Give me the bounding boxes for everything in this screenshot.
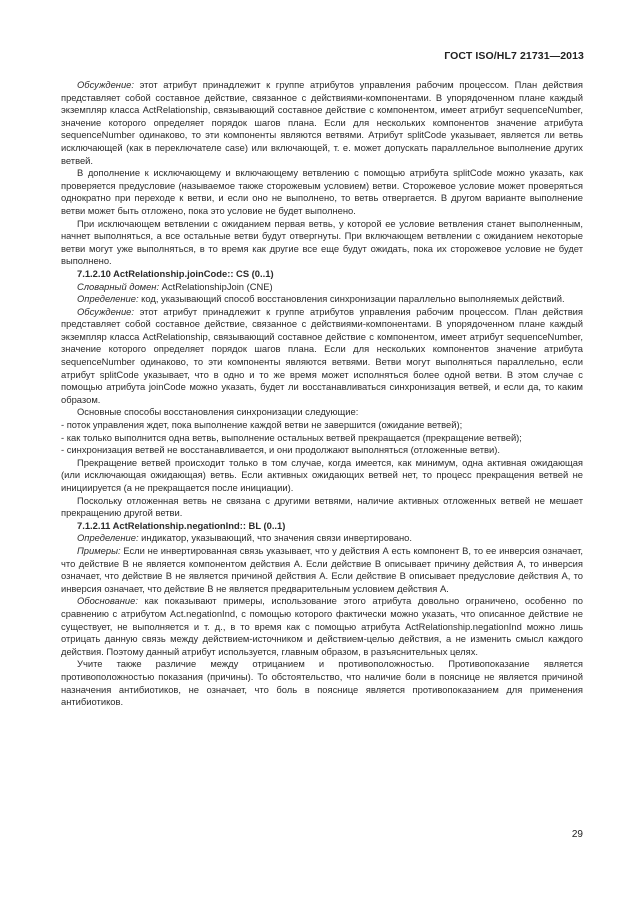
paragraph-text: Учите также различие между отрицанием и противоположностью. Противопоказание является противоположностью показания (причины). То обстоятельство, что наличие боли в пояснице не является причиной назначения антибиотиков, не означает, что боль в пояснице является противопоказанием для применения антибиотиков. (61, 658, 583, 708)
list-item (61, 444, 583, 457)
paragraph (61, 406, 583, 419)
paragraph (61, 218, 583, 268)
paragraph-text: Поскольку отложенная ветвь не связана с другими ветвями, наличие активных отложенных ветвей не мешает прекращению другой ветви. (61, 494, 583, 519)
standard-header: ГОСТ ISO/HL7 21731—2013 (444, 50, 584, 62)
paragraph (61, 79, 583, 167)
list-item (61, 419, 583, 432)
page-number: 29 (571, 829, 583, 840)
paragraph-text: как показывают примеры, использование этого атрибута довольно ограничено, особенно по сравнению с атрибутом Act.negationInd, с помощью которого фактически можно указать, что описанное действие не существует, не выполняется и т. д., в то время как с помощью атрибута ActRelationship.negationInd можно лишь отрицать данную связь между действием-источником и действием-целью действия, а не изменить смысл каждого действия. Поэтому данный атрибут используется, главным образом, в разъяснительных целях. (61, 595, 583, 657)
paragraph (61, 545, 583, 595)
paragraph-text: Прекращение ветвей происходит только в том случае, когда имеется, как минимум, одна активная ожидающая (или исключающая ожидающая) ветвь. Если активных ожидающих ветвей нет, то процесс прекращения ветвей не инициируется (а не прекращается после инициации). (61, 456, 583, 493)
paragraph (61, 658, 583, 708)
paragraph-text: - поток управления ждет, пока выполнение каждой ветви не завершится (ожидание ветвей); (61, 419, 463, 431)
paragraph-text: этот атрибут принадлежит к группе атрибутов управления рабочим процессом. План действия представляет собой составное действие, связанное с действиями-компонентами. В упорядоченном плане каждый экземпляр класса ActRelationship, связывающий составное действие с компонентом, имеет атрибут sequenceNumber, значение которого определяет порядок шагов плана. Если для нескольких компонентов значение атрибута sequenceNumber одинаково, то эти компоненты являются ветвями. Ветви могут выполняться параллельно, если атрибут splitCode указывает, что в одно и то же время может исполняться более одной ветви. В этом случае с помощью атрибута joinCode можно указать, будет ли восстанавливаться синхронизация ветвей, и если да, то каким образом. (61, 305, 583, 405)
paragraph-text: этот атрибут принадлежит к группе атрибутов управления рабочим процессом. План действия представляет собой составное действие, связанное с действиями-компонентами. В упорядоченном плане каждый экземпляр класса ActRelationship, связывающий составное действие с компонентом, имеет атрибут sequenceNumber, значение которого определяет порядок шагов плана. Если для нескольких компонентов значение атрибута sequenceNumber одинаково, то эти компоненты являются ветвями. Атрибут splitCode указывает, является ли ветвь исключающей (как в переключателе case) или включающей, т. е. может допускать параллельное выполнение других ветвей. (61, 79, 583, 166)
paragraph-text: - как только выполнится одна ветвь, выполнение остальных ветвей прекращается (прекращение ветвей); (61, 431, 522, 443)
paragraph (61, 457, 583, 495)
paragraph (61, 532, 583, 545)
paragraph-text: При исключающем ветвлении с ожиданием первая ветвь, у которой ее условие ветвления станет выполненным, начнет выполняться, а все остальные ветви будут отвергнуты. При включающем ветвлении с ожиданием некоторые ветви могут уже выполняться, в то время как другие все еще будут ожидать, пока их сторожевое условие не будет выполнено. (61, 217, 583, 267)
paragraph (61, 495, 583, 520)
term-label: Обсуждение: (77, 305, 134, 317)
term-label: Определение: (77, 293, 139, 305)
term-label: Обоснование: (77, 595, 138, 607)
paragraph-text: индикатор, указывающий, что значения связи инвертировано. (138, 532, 412, 544)
term-label: Примеры: (77, 544, 121, 556)
paragraph (61, 293, 583, 306)
paragraph (61, 281, 583, 294)
term-label: Словарный домен: (77, 280, 160, 292)
term-label: Обсуждение: (77, 79, 134, 90)
list-item (61, 432, 583, 445)
paragraph-text: код, указывающий способ восстановления синхронизации параллельно выполняемых действий. (138, 293, 565, 305)
paragraph (61, 306, 583, 407)
paragraph (61, 595, 583, 658)
document-body (61, 79, 583, 709)
paragraph-text: Если не инвертированная связь указывает, что у действия А есть компонент В, то ее инверсия означает, что действие В не является компонентом действия А. Если действие В описывает причину действия А, то инверсия означает, что действие В не является причиной действия А. Если действие В описывает предусловие действия А, то инверсия означает, что действие В не является предварительным условием действия А. (61, 544, 583, 594)
term-label: Определение: (77, 532, 139, 544)
paragraph-text: ActRelationshipJoin (CNE) (159, 280, 273, 292)
section-heading: 7.1.2.11 ActRelationship.negationInd:: BL (0..1) (77, 519, 286, 531)
paragraph (61, 167, 583, 217)
paragraph-text: В дополнение к исключающему и включающему ветвлению с помощью атрибута splitCode можно указать, как проверяется предусловие (называемое также сторожевым условием) ветви. Сторожевое условие может проверяться однократно при переходе к ветви, и если оно не выполнено, то ветвь отвергается. В другом варианте выполнение ветви может быть отложено, пока это условие не будет выполнено. (61, 167, 583, 216)
paragraph-text: - синхронизация ветвей не восстанавливается, и они продолжают выполняться (отложенные ветви). (61, 444, 500, 456)
paragraph-text: Основные способы восстановления синхронизации следующие: (77, 406, 359, 418)
section-heading: 7.1.2.10 ActRelationship.joinCode:: CS (0..1) (77, 267, 274, 279)
